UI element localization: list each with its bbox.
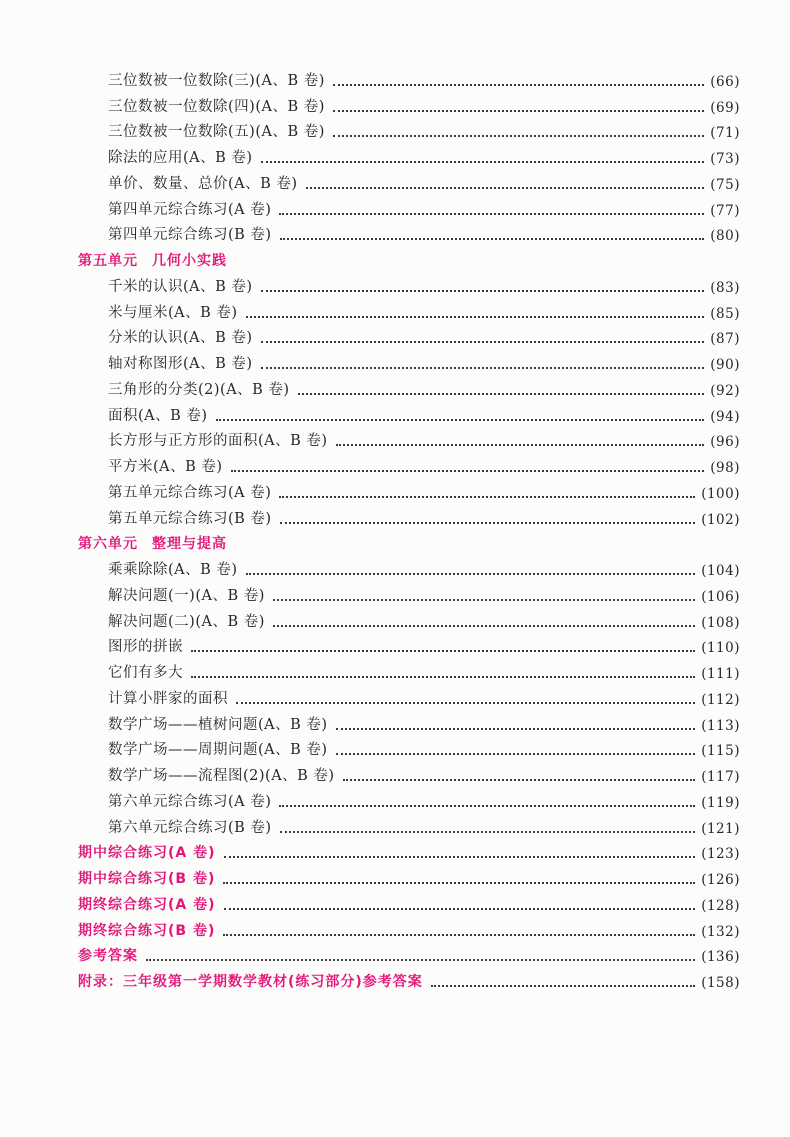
dot-leader	[224, 908, 696, 910]
toc-entry-title: 三位数被一位数除(四)(A、B 卷)	[108, 98, 325, 115]
unit-label: 第五单元	[78, 253, 138, 269]
toc-entry-page: (111)	[701, 666, 740, 682]
toc-entry-page: (117)	[701, 769, 740, 785]
toc-section-entry[interactable]	[78, 965, 740, 991]
unit-name: 整理与提高	[152, 536, 227, 553]
unit-heading-5[interactable]	[78, 244, 740, 270]
dot-leader	[273, 599, 695, 601]
dot-leader	[216, 419, 705, 421]
dot-leader	[246, 573, 696, 575]
dot-leader	[223, 934, 695, 936]
toc-entry-title: 解决问题(二)(A、B 卷)	[108, 613, 265, 630]
toc-entry-title: 计算小胖家的面积	[108, 690, 228, 707]
toc-entry-page: (108)	[701, 614, 740, 631]
dot-leader	[261, 341, 705, 343]
toc-entry-page: (71)	[710, 125, 740, 142]
dot-leader	[223, 882, 695, 884]
toc-entry[interactable]	[78, 90, 740, 116]
toc-entry-page: (85)	[710, 305, 740, 322]
toc-entry[interactable]	[78, 64, 740, 90]
dot-leader	[279, 805, 695, 807]
toc-entry[interactable]	[78, 193, 740, 219]
toc-entry[interactable]	[78, 579, 740, 605]
toc-entry[interactable]	[78, 116, 740, 142]
toc-entry-page: (75)	[710, 176, 740, 193]
toc-entry-page: (113)	[701, 717, 740, 734]
toc-entry-title: 第六单元综合练习(A 卷)	[108, 793, 272, 810]
dot-leader	[280, 522, 696, 524]
dot-leader	[336, 444, 705, 446]
toc-entry-title: 三位数被一位数除(三)(A、B 卷)	[108, 72, 325, 89]
toc-entry[interactable]	[78, 373, 740, 399]
toc-section-entry[interactable]	[78, 862, 740, 888]
toc-entry-title: 面积(A、B 卷)	[108, 407, 208, 424]
toc-entry[interactable]	[78, 322, 740, 348]
toc-entry-page: (66)	[710, 73, 740, 90]
toc-entry-page: (80)	[710, 228, 740, 245]
unit-heading-title	[78, 533, 227, 553]
toc-entry-title: 数学广场——植树问题(A、B 卷)	[108, 716, 328, 733]
dot-leader	[431, 985, 695, 987]
dot-leader	[343, 779, 696, 781]
dot-leader	[261, 367, 705, 369]
toc-entry[interactable]	[78, 605, 740, 631]
unit-label: 第六单元	[78, 536, 138, 553]
toc-entry-page: (123)	[701, 846, 740, 863]
toc-entry-title: 第四单元综合练习(B 卷)	[108, 227, 272, 244]
toc-entry-title: 图形的拼嵌	[108, 639, 183, 656]
toc-entry-title: 附录：三年级第一学期数学教材(练习部分)参考答案	[78, 974, 423, 990]
dot-leader	[336, 753, 696, 755]
toc-entry-page: (83)	[710, 279, 740, 296]
dot-leader	[261, 161, 705, 163]
toc-entry[interactable]	[78, 553, 740, 579]
toc-entry-title: 期中综合练习(A 卷)	[78, 845, 216, 862]
toc-entry-page: (158)	[701, 975, 740, 991]
toc-entry-title: 解决问题(一)(A、B 卷)	[108, 587, 265, 604]
dot-leader	[279, 213, 704, 215]
toc-entry-title: 第五单元综合练习(A 卷)	[108, 484, 272, 501]
toc-entry[interactable]	[78, 425, 740, 451]
toc-entry-page: (90)	[710, 357, 740, 373]
unit-heading-title	[78, 250, 227, 270]
toc-entry-title: 三位数被一位数除(五)(A、B 卷)	[108, 124, 325, 141]
dot-leader	[336, 728, 696, 730]
dot-leader	[279, 496, 695, 498]
toc-entry-title: 除法的应用(A、B 卷)	[108, 150, 253, 166]
dot-leader	[273, 625, 695, 627]
toc-entry-page: (73)	[710, 151, 740, 167]
toc-entry[interactable]	[78, 141, 740, 167]
dot-leader	[224, 856, 696, 858]
toc-entry[interactable]	[78, 347, 740, 373]
toc-entry[interactable]	[78, 399, 740, 425]
toc-entry-page: (87)	[710, 331, 740, 348]
toc-entry-title: 第五单元综合练习(B 卷)	[108, 510, 272, 527]
toc-entry-page: (136)	[701, 949, 740, 966]
toc-entry-title: 数学广场——周期问题(A、B 卷)	[108, 742, 328, 759]
toc-entry-title: 乘乘除除(A、B 卷)	[108, 562, 238, 578]
toc-entry[interactable]	[78, 450, 740, 476]
toc-entry[interactable]	[78, 656, 740, 682]
toc-entry-title: 数学广场——流程图(2)(A、B 卷)	[108, 768, 335, 784]
toc-entry-page: (126)	[701, 872, 740, 888]
toc-entry-page: (110)	[701, 640, 740, 657]
toc-entry-page: (115)	[701, 743, 740, 760]
toc-entry-title: 轴对称图形(A、B 卷)	[108, 356, 253, 372]
dot-leader	[333, 84, 704, 86]
toc-entry[interactable]	[78, 734, 740, 760]
toc-entry-title: 长方形与正方形的面积(A、B 卷)	[108, 433, 328, 450]
toc-entry[interactable]	[78, 502, 740, 528]
toc-entry-page: (96)	[710, 434, 740, 451]
toc-entry-page: (132)	[701, 923, 740, 940]
unit-heading-6[interactable]	[78, 528, 740, 554]
toc-entry-title: 第四单元综合练习(A 卷)	[108, 201, 272, 218]
toc-entry[interactable]	[78, 682, 740, 708]
toc-entry-title: 千米的认识(A、B 卷)	[108, 278, 253, 295]
toc-entry-page: (121)	[701, 820, 740, 837]
dot-leader	[146, 959, 695, 961]
dot-leader	[280, 831, 696, 833]
dot-leader	[246, 316, 705, 318]
toc-entry-page: (112)	[701, 691, 740, 708]
toc-entry-title: 分米的认识(A、B 卷)	[108, 330, 253, 347]
dot-leader	[333, 135, 704, 137]
toc-entry-title: 期中综合练习(B 卷)	[78, 871, 216, 887]
toc-entry-title: 参考答案	[78, 948, 138, 965]
toc-section-entry[interactable]	[78, 837, 740, 863]
toc-entry-title: 三角形的分类(2)(A、B 卷)	[108, 381, 290, 398]
toc-entry[interactable]	[78, 708, 740, 734]
toc-entry-page: (94)	[710, 408, 740, 425]
toc-entry-page: (100)	[701, 485, 740, 502]
toc-entry-title: 第六单元综合练习(B 卷)	[108, 819, 272, 836]
dot-leader	[191, 650, 695, 652]
toc-entry-title: 期终综合练习(B 卷)	[78, 922, 216, 939]
dot-leader	[231, 470, 705, 472]
toc-entry-page: (69)	[710, 99, 740, 116]
dot-leader	[333, 110, 704, 112]
toc-section-entry[interactable]	[78, 940, 740, 966]
dot-leader	[280, 238, 705, 240]
toc-entry-page: (92)	[710, 382, 740, 399]
dot-leader	[191, 676, 695, 678]
toc-entry-page: (119)	[701, 794, 740, 811]
toc-entry[interactable]	[78, 296, 740, 322]
unit-name: 几何小实践	[152, 253, 227, 269]
toc-entry[interactable]	[78, 759, 740, 785]
toc-entry[interactable]	[78, 270, 740, 296]
toc-section-entry[interactable]	[78, 888, 740, 914]
toc-entry-page: (98)	[710, 460, 740, 476]
toc-entry-page: (77)	[710, 202, 740, 219]
dot-leader	[306, 187, 705, 189]
toc-entry[interactable]	[78, 167, 740, 193]
toc-entry[interactable]	[78, 785, 740, 811]
toc-entry[interactable]	[78, 476, 740, 502]
dot-leader	[298, 393, 705, 395]
dot-leader	[236, 702, 695, 704]
toc-entry-page: (106)	[701, 588, 740, 605]
toc-entry[interactable]	[78, 631, 740, 657]
toc-entry-page: (102)	[701, 511, 740, 528]
toc-entry-page: (104)	[701, 563, 740, 579]
toc-entry-title: 期终综合练习(A 卷)	[78, 896, 216, 913]
toc-entry[interactable]	[78, 811, 740, 837]
toc-entry[interactable]	[78, 219, 740, 245]
toc-section-entry[interactable]	[78, 914, 740, 940]
toc-entry-title: 它们有多大	[108, 665, 183, 681]
dot-leader	[261, 290, 705, 292]
toc-entry-title: 单价、数量、总价(A、B 卷)	[108, 175, 298, 192]
toc-entry-title: 米与厘米(A、B 卷)	[108, 304, 238, 321]
table-of-contents	[78, 64, 740, 991]
toc-entry-title: 平方米(A、B 卷)	[108, 459, 223, 475]
toc-entry-page: (128)	[701, 897, 740, 914]
